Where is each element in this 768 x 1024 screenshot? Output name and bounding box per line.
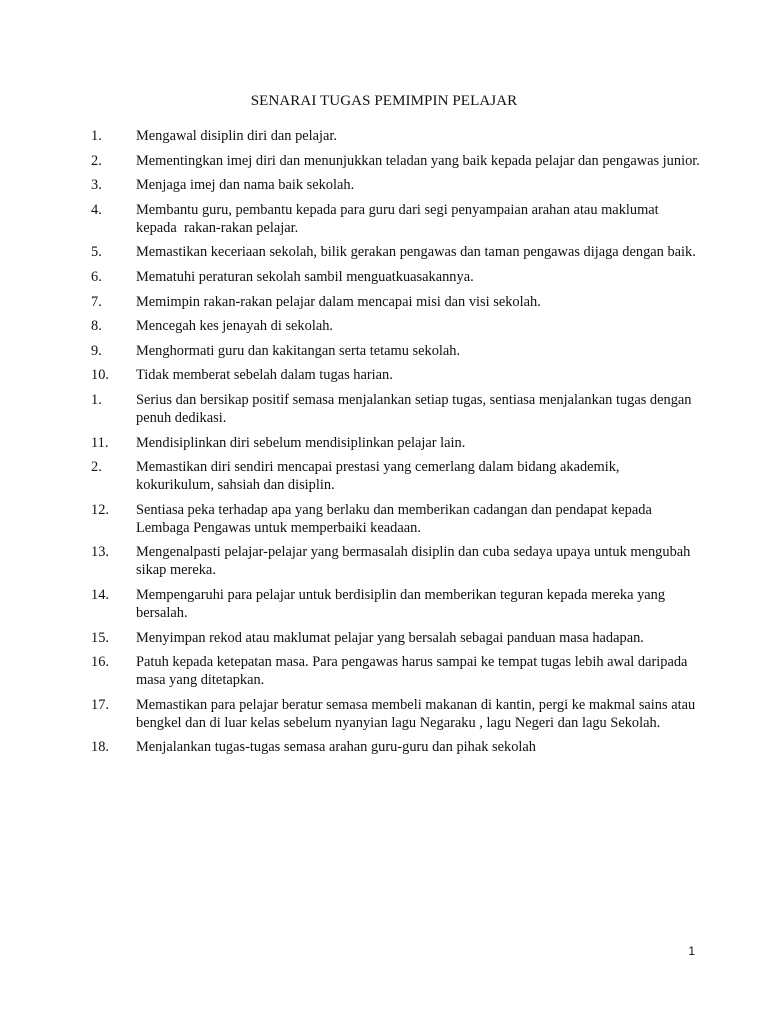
page-number: 1 xyxy=(688,944,695,958)
item-number: 8. xyxy=(91,318,102,335)
item-number: 1. xyxy=(91,391,102,408)
list-item xyxy=(91,366,701,384)
list-item xyxy=(91,458,701,494)
item-text: Memastikan para pelajar beratur semasa membeli makanan di kantin, pergi ke makmal sains atau bengkel dan di luar kelas sebelum nyanyian lagu Negaraku , lagu Negeri dan lagu Sekolah. xyxy=(136,696,699,731)
list-item xyxy=(91,127,701,145)
list-item xyxy=(91,586,701,622)
item-text: Mementingkan imej diri dan menunjukkan teladan yang baik kepada pelajar dan pengawas junior. xyxy=(136,152,700,169)
list-item xyxy=(91,342,701,360)
list-item xyxy=(91,152,701,170)
item-text: Memastikan diri sendiri mencapai prestasi yang cemerlang dalam bidang akademik, kokurikulum, sahsiah dan disiplin. xyxy=(136,459,624,494)
item-number: 5. xyxy=(91,244,102,261)
duty-list xyxy=(91,127,701,763)
item-number: 3. xyxy=(91,177,102,194)
list-item xyxy=(91,696,701,732)
item-number: 16. xyxy=(91,654,109,671)
item-text: Menyimpan rekod atau maklumat pelajar yang bersalah sebagai panduan masa hadapan. xyxy=(136,629,644,646)
item-number: 2. xyxy=(91,152,102,169)
item-number: 7. xyxy=(91,293,102,310)
item-text: Serius dan bersikap positif semasa menjalankan setiap tugas, sentiasa menjalankan tugas dengan penuh dedikasi. xyxy=(136,391,699,426)
item-text: Patuh kepada ketepatan masa. Para pengawas harus sampai ke tempat tugas lebih awal daripada masa yang ditetapkan. xyxy=(136,654,692,689)
item-number: 1. xyxy=(91,128,102,144)
list-item xyxy=(91,243,701,261)
item-number: 4. xyxy=(91,201,102,218)
item-number: 10. xyxy=(91,367,109,384)
list-item xyxy=(91,391,701,427)
item-text: Mengawal disiplin diri dan pelajar. xyxy=(136,128,338,144)
item-text: Tidak memberat sebelah dalam tugas harian. xyxy=(136,367,393,384)
list-item xyxy=(91,293,701,311)
item-number: 12. xyxy=(91,501,109,518)
item-text: Mengenalpasti pelajar-pelajar yang bermasalah disiplin dan cuba sedaya upaya untuk mengubah sikap mereka. xyxy=(136,544,694,579)
item-text: Memastikan keceriaan sekolah, bilik gerakan pengawas dan taman pengawas dijaga dengan baik. xyxy=(136,244,696,261)
list-item xyxy=(91,201,701,237)
item-number: 6. xyxy=(91,268,102,285)
item-number: 14. xyxy=(91,586,109,603)
item-number: 2. xyxy=(91,459,102,476)
item-number: 15. xyxy=(91,629,109,646)
list-item xyxy=(91,501,701,537)
item-text: Mendisiplinkan diri sebelum mendisiplinkan pelajar lain. xyxy=(136,434,466,451)
page-title: SENARAI TUGAS PEMIMPIN PELAJAR xyxy=(250,93,518,109)
item-text: Menjaga imej dan nama baik sekolah. xyxy=(136,177,355,194)
item-number: 13. xyxy=(91,544,109,561)
item-text: Mencegah kes jenayah di sekolah. xyxy=(136,318,333,335)
item-number: 9. xyxy=(91,342,102,359)
item-text: Menghormati guru dan kakitangan serta tetamu sekolah. xyxy=(136,342,461,359)
item-number: 17. xyxy=(91,696,109,713)
list-item xyxy=(91,176,701,194)
list-item xyxy=(91,543,701,579)
item-text: Membantu guru, pembantu kepada para guru dari segi penyampaian arahan atau maklumat kepada rakan-rakan pelajar. xyxy=(136,201,663,236)
list-item xyxy=(91,434,701,452)
list-item xyxy=(91,268,701,286)
list-item xyxy=(91,317,701,335)
item-number: 18. xyxy=(91,739,109,756)
list-item xyxy=(91,738,701,756)
item-text: Mempengaruhi para pelajar untuk berdisiplin dan memberikan teguran kepada mereka yang bersalah. xyxy=(136,586,669,621)
item-text: Mematuhi peraturan sekolah sambil menguatkuasakannya. xyxy=(136,268,474,285)
list-item xyxy=(91,629,701,647)
list-item xyxy=(91,653,701,689)
item-text: Menjalankan tugas-tugas semasa arahan guru-guru dan pihak sekolah xyxy=(136,739,537,756)
item-text: Memimpin rakan-rakan pelajar dalam mencapai misi dan visi sekolah. xyxy=(136,293,541,310)
item-number: 11. xyxy=(91,434,109,451)
item-text: Sentiasa peka terhadap apa yang berlaku dan memberikan cadangan dan pendapat kepada Lembaga Pengawas untuk memperbaiki keadaan. xyxy=(136,501,656,536)
